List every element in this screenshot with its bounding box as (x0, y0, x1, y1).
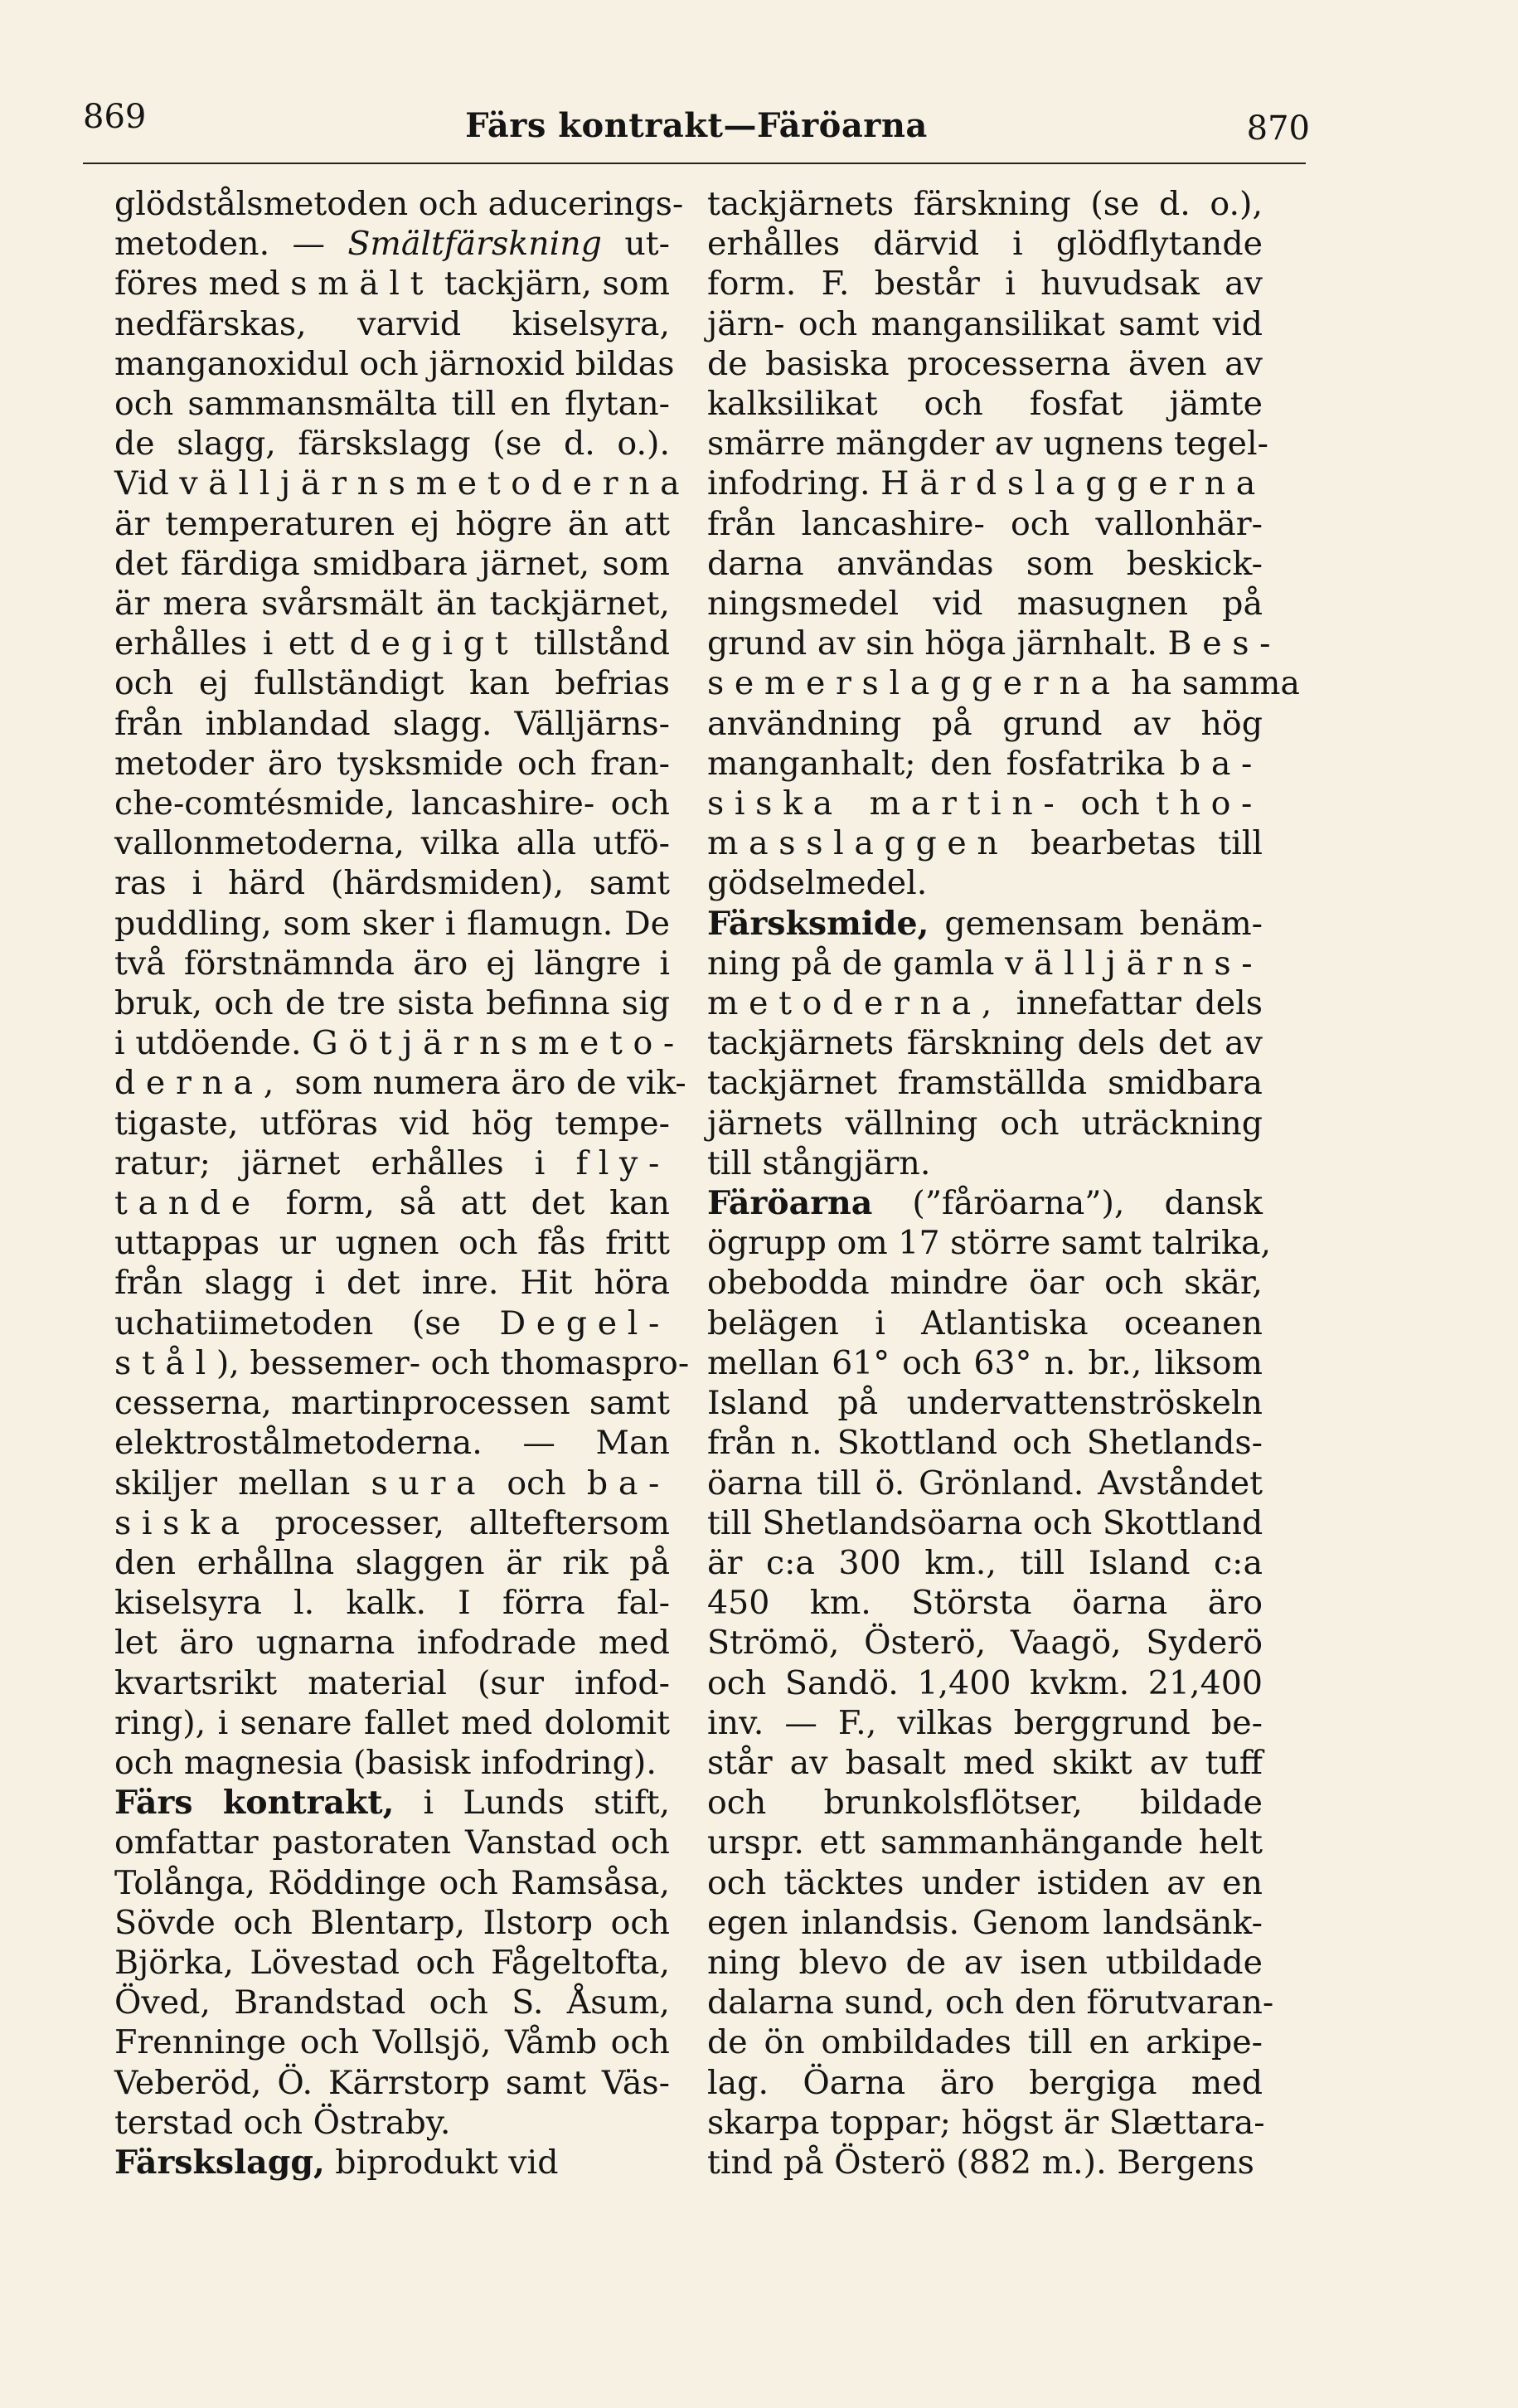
text-line (707, 904, 1263, 944)
text-segment: Smältfärskning (347, 225, 602, 264)
text-line (114, 584, 670, 624)
text-line (114, 1304, 670, 1343)
text-segment: elektrostålmetoderna. — Man (114, 1424, 670, 1463)
text-line (114, 1983, 670, 2022)
text-line (114, 823, 670, 863)
text-line (114, 1023, 685, 1063)
text-line (114, 2143, 670, 2182)
text-segment: ras i härd (härdsmiden), samt (114, 864, 670, 903)
text-segment: välljärnsmetoderna (179, 464, 691, 503)
text-line (114, 1543, 670, 1583)
text-segment: ut- (601, 225, 670, 264)
text-line (707, 384, 1263, 424)
text-segment: glödstålsmetoden och aducerings- (114, 185, 684, 223)
text-line (707, 304, 1263, 344)
text-line (707, 2103, 1263, 2143)
text-line (707, 584, 1263, 624)
text-line (114, 464, 691, 503)
text-line (114, 1503, 670, 1543)
text-segment: järn- och mangansilikat samt vid (707, 304, 1263, 343)
text-line (114, 904, 670, 944)
text-line (114, 1903, 670, 1943)
text-line (114, 1423, 670, 1463)
text-line (114, 1943, 670, 1983)
text-line (707, 1703, 1263, 1743)
text-line (114, 2022, 670, 2062)
text-segment: metoden. — (114, 225, 348, 264)
text-line (114, 264, 670, 303)
text-segment: smält (290, 265, 434, 303)
text-segment: tackjärnets färskning (se d. o.), (707, 185, 1263, 223)
text-segment: Sövde och Blentarp, Ilstorp och (114, 1903, 670, 1942)
text-line (114, 424, 670, 464)
text-segment: skiljer mellan (114, 1464, 371, 1503)
text-line (114, 663, 670, 703)
text-segment: är temperaturen ej högre än att (114, 504, 670, 543)
text-segment: den erhållna slaggen är rik på (114, 1543, 670, 1582)
text-segment: Frenninge och Vollsjö, Våmb och (114, 2023, 670, 2062)
text-line (114, 1464, 670, 1503)
text-line (707, 1464, 1263, 1503)
text-segment: ha samma (1120, 664, 1300, 703)
text-line (707, 1583, 1263, 1623)
text-line (707, 1503, 1263, 1543)
text-segment: cesserna, martinprocessen samt (114, 1384, 670, 1423)
text-line (707, 2143, 1263, 2182)
text-line (114, 1063, 686, 1103)
text-segment: ba- (586, 1464, 670, 1503)
text-line (707, 1743, 1263, 1783)
text-line (707, 944, 1263, 983)
text-segment: är mera svårsmält än tackjärnet, (114, 585, 670, 624)
text-segment: egen inlandsis. Genom landsänk- (707, 1903, 1263, 1942)
text-segment: och magnesia (basisk infodring). (114, 1743, 657, 1782)
text-segment: Tolånga, Röddinge och Ramsåsa, (114, 1863, 670, 1902)
page-number-left: 869 (83, 98, 147, 136)
text-segment: inv. — F., vilkas berggrund be- (707, 1703, 1263, 1742)
text-segment: kiselsyra l. kalk. I förra fal- (114, 1584, 670, 1623)
text-line (707, 1223, 1272, 1263)
text-segment: tind på Österö (882 m.). Bergens (707, 2143, 1254, 2182)
text-segment: föres med (114, 265, 291, 303)
text-line (707, 1623, 1263, 1663)
text-segment: skarpa toppar; högst är Slættara- (707, 2103, 1265, 2142)
text-segment: stål (114, 1343, 216, 1382)
text-segment: form, så att det kan (260, 1184, 670, 1223)
text-line (707, 224, 1263, 264)
text-line (707, 823, 1263, 863)
text-segment: smärre mängder av ugnens tegel- (707, 425, 1268, 464)
text-segment: Island på undervattenströskeln (707, 1384, 1263, 1423)
text-line (707, 1663, 1263, 1703)
text-segment: från lancashire- och vallonhär- (707, 504, 1263, 543)
entry-headword: Färsksmide, (707, 904, 929, 943)
text-line (707, 1903, 1263, 1943)
text-line (114, 304, 670, 344)
text-line (707, 1023, 1263, 1063)
text-segment: Götjärnsmeto- (312, 1024, 685, 1063)
text-segment: och sammansmälta till en flytan- (114, 385, 670, 424)
text-line (707, 1143, 1263, 1183)
text-line (707, 1423, 1263, 1463)
text-line (114, 1583, 670, 1623)
text-segment: det färdiga smidbara järnet, som (114, 544, 670, 583)
text-line (707, 1304, 1263, 1343)
text-segment: Veberöd, Ö. Kärrstorp samt Väs- (114, 2063, 670, 2102)
text-line (707, 544, 1263, 584)
text-segment: belägen i Atlantiska oceanen (707, 1304, 1263, 1342)
text-segment: 450 km. Största öarna äro (707, 1584, 1263, 1623)
text-line (707, 1943, 1263, 1983)
text-segment: till Shetlandsöarna och Skottland (707, 1503, 1263, 1542)
text-segment: obebodda mindre öar och skär, (707, 1264, 1263, 1303)
text-line (114, 744, 670, 784)
text-line (707, 663, 1300, 703)
text-line (114, 944, 670, 983)
text-line (707, 1783, 1263, 1823)
text-segment: omfattar pastoraten Vanstad och (114, 1823, 670, 1862)
text-line (114, 1183, 670, 1223)
text-line (114, 1104, 670, 1143)
text-line (114, 1263, 670, 1303)
text-segment: öarna till ö. Grönland. Avståndet (707, 1464, 1263, 1503)
entry-headword: Färöarna (707, 1184, 873, 1223)
entry-headword: Färs kontrakt, (114, 1784, 395, 1823)
text-segment: form. F. består i huvudsak av (707, 265, 1263, 303)
text-segment: ögrupp om 17 större samt talrika, (707, 1224, 1272, 1263)
text-segment: vallonmetoderna, vilka alla utfö- (114, 824, 670, 863)
text-line (707, 1823, 1263, 1862)
text-segment: tigaste, utföras vid hög tempe- (114, 1104, 670, 1143)
text-segment: puddling, som sker i flamugn. De (114, 904, 670, 943)
text-segment: lag. Öarna äro bergiga med (707, 2063, 1263, 2102)
text-segment: ), bessemer- och thomaspro- (216, 1343, 690, 1382)
text-segment: från n. Skottland och Shetlands- (707, 1424, 1263, 1463)
text-line (707, 1983, 1274, 2022)
text-segment: Öved, Brandstad och S. Åsum, (114, 1983, 670, 2022)
text-segment: erhålles därvid i glödflytande (707, 225, 1263, 264)
text-segment: Strömö, Österö, Vaagö, Syderö (707, 1624, 1263, 1663)
text-segment: darna användas som beskick- (707, 544, 1263, 583)
text-line (707, 863, 1263, 903)
text-line (114, 344, 675, 384)
text-segment: och täcktes under istiden av en (707, 1863, 1263, 1902)
header-rule (83, 163, 1306, 164)
text-line (707, 1183, 1263, 1223)
text-line (707, 624, 1282, 663)
text-line (707, 1104, 1263, 1143)
page-number-right: 870 (1246, 109, 1310, 148)
text-segment: grund av sin höga järnhalt. (707, 624, 1168, 663)
text-segment: välljärns- (1005, 944, 1263, 983)
text-segment: urspr. ett sammanhängande helt (707, 1823, 1263, 1862)
text-segment: let äro ugnarna infodrade med (114, 1624, 670, 1663)
text-segment: ring), i senare fallet med dolomit (114, 1703, 670, 1742)
text-line (707, 1543, 1263, 1583)
text-line (707, 504, 1263, 544)
text-segment: ningsmedel vid masugnen på (707, 585, 1263, 624)
text-segment: i utdöende. (114, 1024, 313, 1063)
text-segment: manganhalt; den fosfatrika (707, 744, 1180, 783)
text-line (114, 2063, 670, 2103)
text-line (114, 1863, 670, 1903)
text-segment: ning blevo de av isen utbildade (707, 1943, 1263, 1982)
text-segment: två förstnämnda äro ej längre i (114, 944, 670, 983)
text-segment: terstad och Östraby. (114, 2103, 451, 2142)
text-line (707, 344, 1263, 384)
text-segment: tho- (1155, 784, 1263, 823)
text-line (707, 1383, 1263, 1423)
running-title: Färs kontrakt—Färöarna (465, 106, 928, 145)
text-segment: derna, (114, 1064, 284, 1103)
text-segment: och (1065, 784, 1156, 823)
text-segment: ratur; järnet erhålles i (114, 1143, 576, 1182)
text-segment: tillstånd (518, 624, 670, 663)
text-line (707, 1343, 1263, 1383)
text-line (707, 983, 1263, 1023)
text-line (707, 784, 1263, 823)
text-line (707, 1063, 1263, 1103)
entry-headword: Färskslagg, (114, 2143, 325, 2182)
text-line (114, 1703, 670, 1743)
text-segment: uttappas ur ugnen och fås fritt (114, 1224, 670, 1263)
text-segment: siska (114, 1503, 250, 1542)
text-line (114, 224, 670, 264)
text-segment: tande (114, 1184, 261, 1223)
text-segment: tackjärn, som (434, 265, 670, 303)
text-line (114, 1343, 690, 1383)
left-column (114, 184, 691, 2182)
text-segment: che-comtésmide, lancashire- och (114, 784, 670, 823)
text-segment: gemensam benäm- (929, 904, 1263, 943)
text-segment: processer, allteftersom (250, 1503, 670, 1542)
text-line (114, 1823, 670, 1862)
text-line (114, 863, 670, 903)
text-line (707, 464, 1266, 503)
text-segment: tackjärnet framställda smidbara (707, 1064, 1263, 1103)
text-line (707, 2063, 1263, 2103)
text-segment: användning på grund av hög (707, 704, 1263, 743)
text-line (114, 1223, 670, 1263)
text-segment: de basiska processerna även av (707, 344, 1263, 383)
text-segment: är c:a 300 km., till Island c:a (707, 1543, 1263, 1582)
text-segment: metoder äro tysksmide och fran- (114, 744, 670, 783)
text-segment: fly- (575, 1143, 670, 1182)
text-segment: Bes- (1167, 624, 1282, 663)
text-segment: dalarna sund, och den förutvaran- (707, 1983, 1274, 2022)
text-line (707, 184, 1263, 224)
text-line (707, 744, 1263, 784)
text-segment: mellan 61° och 63° n. br., liksom (707, 1343, 1263, 1382)
text-line (114, 544, 670, 584)
text-segment: biprodukt vid (324, 2143, 559, 2182)
text-segment: uchatiimetoden (se (114, 1304, 500, 1342)
text-segment: manganoxidul och järnoxid bildas (114, 344, 675, 383)
text-line (114, 1143, 670, 1183)
text-segment: ba- (1179, 744, 1263, 783)
text-segment: masslaggen (707, 824, 1009, 863)
text-line (114, 1623, 670, 1663)
text-segment: och (486, 1464, 587, 1503)
text-line (114, 504, 670, 544)
text-line (707, 424, 1268, 464)
text-line (114, 784, 670, 823)
text-segment: metoderna, (707, 984, 1002, 1023)
text-segment: och Sandö. 1,400 kvkm. 21,400 (707, 1663, 1263, 1702)
text-segment: till stångjärn. (707, 1143, 931, 1182)
text-line (114, 983, 670, 1023)
text-segment: kvartsrikt material (sur infod- (114, 1663, 670, 1702)
text-line (707, 704, 1263, 744)
page-header (83, 98, 1310, 156)
text-segment: står av basalt med skikt av tuff (707, 1743, 1263, 1782)
text-line (707, 1263, 1263, 1303)
text-segment: från inblandad slagg. Välljärns- (114, 704, 670, 743)
text-line (114, 184, 684, 224)
text-segment: infodring. (707, 464, 881, 503)
text-segment: de slagg, färskslagg (se d. o.). (114, 425, 670, 464)
text-segment: och ej fullständigt kan befrias (114, 664, 670, 703)
text-segment: gödselmedel. (707, 864, 928, 903)
text-line (114, 1663, 670, 1703)
text-line (114, 384, 670, 424)
text-segment: som numera äro de vik- (284, 1064, 686, 1103)
text-segment: Björka, Lövestad och Fågeltofta, (114, 1943, 670, 1982)
text-line (707, 2022, 1263, 2062)
text-line (707, 264, 1263, 303)
right-column (707, 184, 1300, 2182)
text-segment: tackjärnets färskning dels det av (707, 1024, 1263, 1063)
text-segment: (”fåröarna”), dansk (872, 1184, 1263, 1223)
text-segment: innefattar dels (1001, 984, 1263, 1023)
text-segment: kalksilikat och fosfat jämte (707, 385, 1263, 424)
text-segment: nedfärskas, varvid kiselsyra, (114, 304, 670, 343)
text-segment: erhålles i ett (114, 624, 350, 663)
text-line (707, 1863, 1263, 1903)
text-line (114, 704, 670, 744)
text-line (114, 1383, 670, 1423)
text-segment: ning på de gamla (707, 944, 1005, 983)
text-segment: Härdslaggerna (880, 464, 1266, 503)
text-segment: bruk, och de tre sista befinna sig (114, 984, 670, 1023)
text-segment: från slagg i det inre. Hit höra (114, 1264, 670, 1303)
text-segment: och brunkolsflötser, bildade (707, 1784, 1263, 1823)
text-segment: sura (371, 1464, 487, 1503)
text-segment: siska martin- (707, 784, 1065, 823)
text-segment: Degel- (499, 1304, 670, 1342)
text-line (114, 2103, 670, 2143)
text-segment: järnets vällning och uträckning (707, 1104, 1263, 1143)
text-line (114, 624, 670, 663)
text-segment: bearbetas till (1008, 824, 1263, 863)
text-segment: i Lunds stift, (394, 1784, 671, 1823)
text-segment: degigt (349, 624, 519, 663)
text-segment: semerslaggerna (707, 664, 1121, 703)
text-line (114, 1783, 670, 1823)
text-segment: Vid (114, 464, 180, 503)
text-line (114, 1743, 670, 1783)
text-segment: de ön ombildades till en arkipe- (707, 2023, 1263, 2062)
